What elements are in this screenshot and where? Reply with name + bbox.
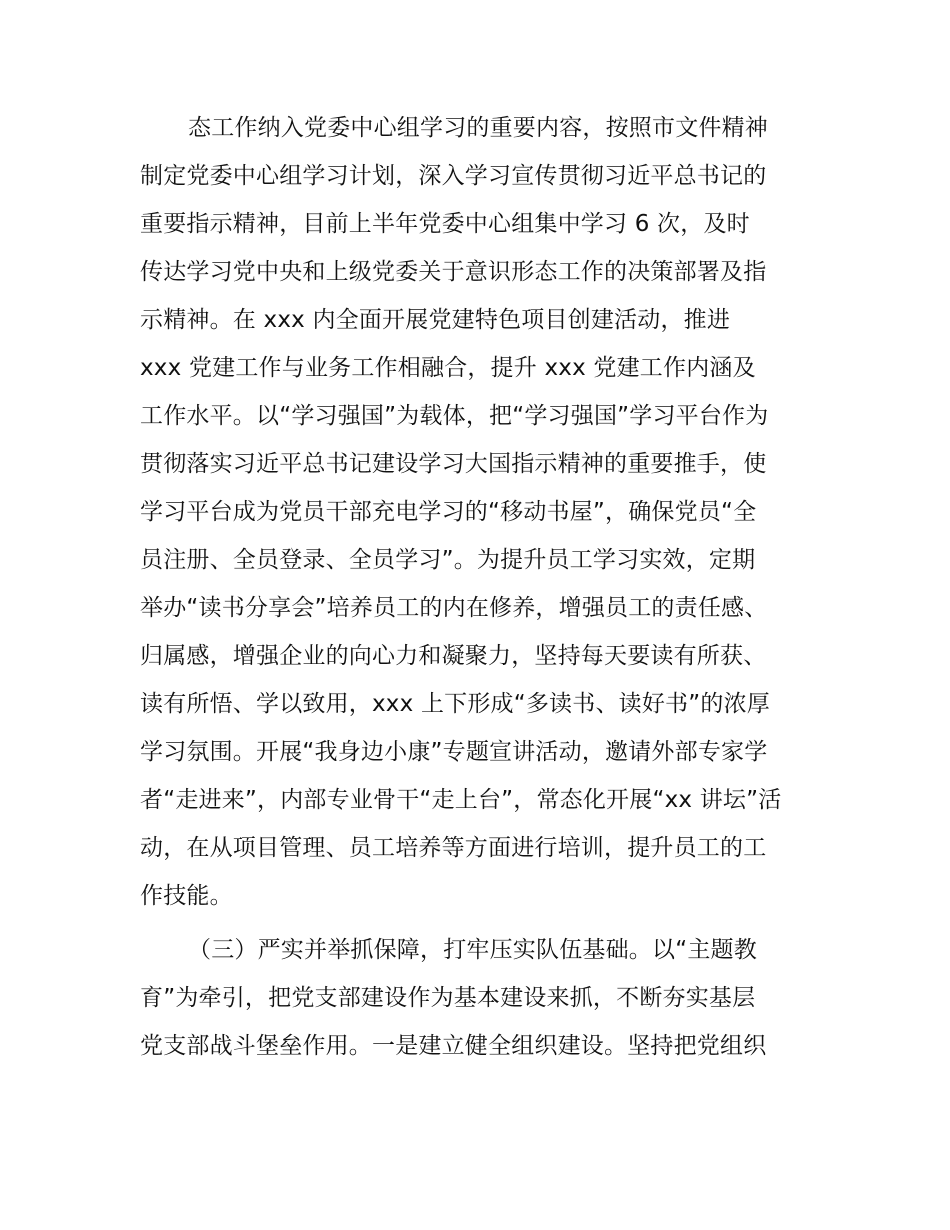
paragraph-line: 动，在从项目管理、员工培养等方面进行培训，提升员工的工 <box>140 835 767 861</box>
paragraph-line: 贯彻落实习近平总书记建设学习大国指示精神的重要推手，使 <box>140 451 767 477</box>
paragraph-line: 示精神。在 xxx 内全面开展党建特色项目创建活动，推进 <box>140 307 731 333</box>
paragraph-line: 制定党委中心组学习计划，深入学习宣传贯彻习近平总书记的 <box>140 163 767 189</box>
paragraph-line: 员注册、全员登录、全员学习”。为提升员工学习实效，定期 <box>140 547 756 573</box>
paragraph-line: 重要指示精神，目前上半年党委中心组集中学习 6 次，及时 <box>140 211 750 237</box>
paragraph-line: 举办“读书分享会”培养员工的内在修养，增强员工的责任感、 <box>140 595 768 621</box>
document-page <box>140 104 815 1070</box>
paragraph-line: 育”为牵引，把党支部建设作为基本建设来抓，不断夯实基层 <box>140 985 756 1011</box>
section-heading-line: （三）严实并举抓保障，打牢压实队伍基础。以“主题教 <box>188 937 757 963</box>
paragraph-ideology-study <box>140 104 815 920</box>
paragraph-line: 学习氛围。开展“我身边小康”专题宣讲活动，邀请外部专家学 <box>140 739 768 765</box>
paragraph-line: 者“走进来”，内部专业骨干“走上台”，常态化开展“xx 讲坛”活 <box>140 787 782 813</box>
paragraph-line: 读有所悟、学以致用，xxx 上下形成“多读书、读好书”的浓厚 <box>140 691 770 717</box>
paragraph-line: 归属感，增强企业的向心力和凝聚力，坚持每天要读有所获、 <box>140 643 767 669</box>
paragraph-line: 学习平台成为党员干部充电学习的“移动书屋”，确保党员“全 <box>140 499 757 525</box>
paragraph-line: 作技能。 <box>140 883 233 909</box>
paragraph-line: 工作水平。以“学习强国”为载体，把“学习强国”学习平台作为 <box>140 403 769 429</box>
paragraph-line: 党支部战斗堡垒作用。一是建立健全组织建设。坚持把党组织 <box>140 1033 767 1059</box>
paragraph-line: 传达学习党中央和上级党委关于意识形态工作的决策部署及指 <box>140 259 767 285</box>
paragraph-line: 态工作纳入党委中心组学习的重要内容，按照市文件精神 <box>188 115 768 141</box>
paragraph-section-three <box>140 926 815 1070</box>
paragraph-line: xxx 党建工作与业务工作相融合，提升 xxx 党建工作内涵及 <box>140 355 756 381</box>
